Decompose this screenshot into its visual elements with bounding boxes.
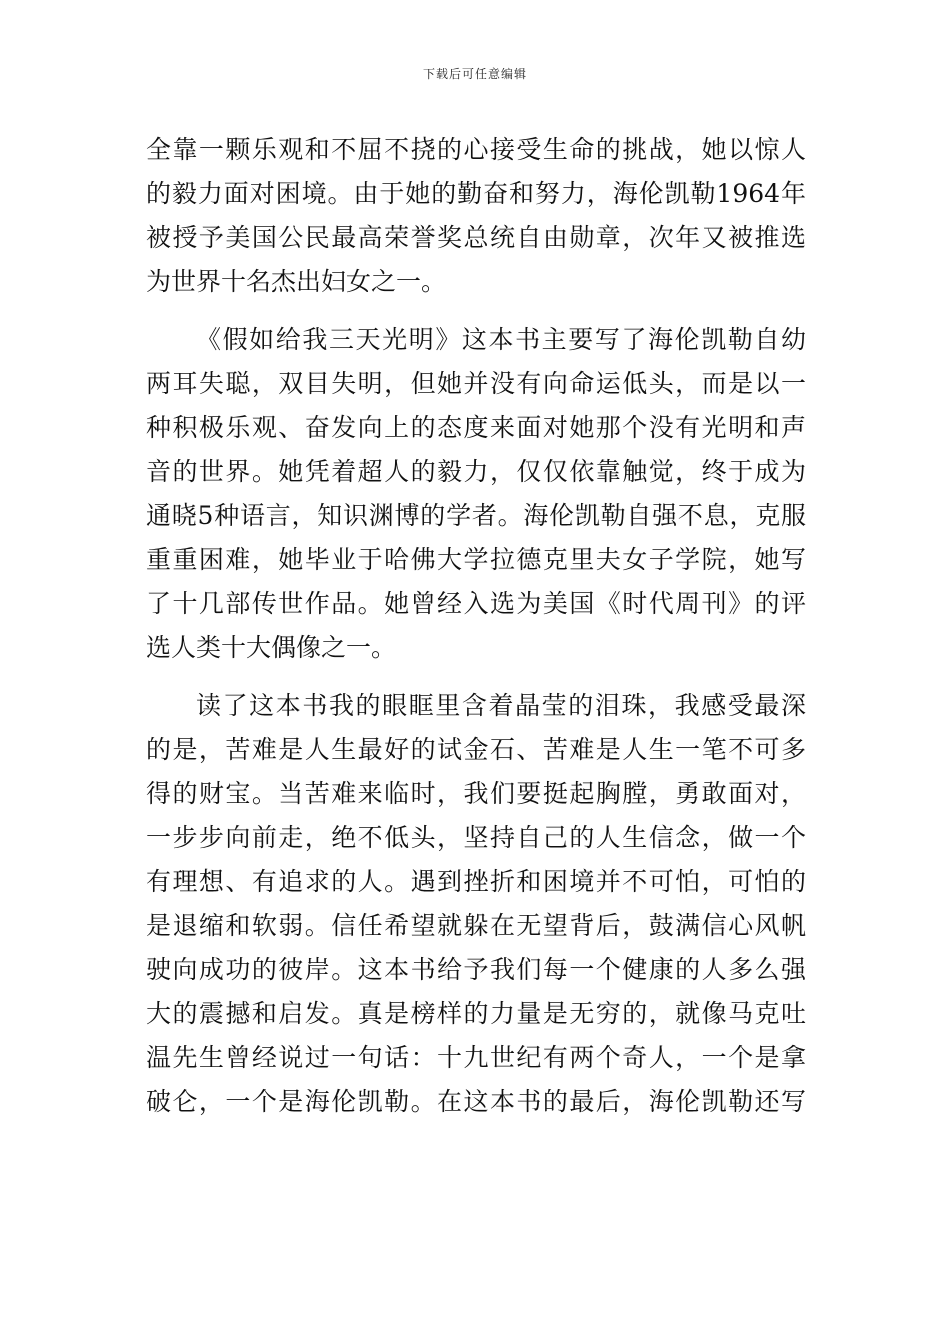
text-line: 重重困难，她毕业于哈佛大学拉德克里夫女子学院，她写 bbox=[146, 545, 806, 574]
text-line: 得的财宝。当苦难来临时，我们要挺起胸膛，勇敢面对， bbox=[146, 779, 806, 808]
text-line: 读了这本书我的眼眶里含着晶莹的泪珠，我感受最深 bbox=[196, 691, 806, 720]
text-line: 温先生曾经说过一句话：十九世纪有两个奇人，一个是拿 bbox=[146, 1043, 806, 1072]
paragraph-1 bbox=[146, 128, 806, 304]
text-line: 音的世界。她凭着超人的毅力，仅仅依靠触觉，终于成为 bbox=[146, 457, 806, 486]
text-line: 选人类十大偶像之一。 bbox=[146, 633, 397, 662]
text-line: 驶向成功的彼岸。这本书给予我们每一个健康的人多么强 bbox=[146, 955, 806, 984]
paragraph-3 bbox=[146, 684, 806, 1124]
text-line: 为世界十名杰出妇女之一。 bbox=[146, 267, 447, 296]
text-line: 破仑，一个是海伦凯勒。在这本书的最后，海伦凯勒还写 bbox=[146, 1087, 806, 1116]
document-body bbox=[146, 128, 806, 1124]
text-line: 有理想、有追求的人。遇到挫折和困境并不可怕，可怕的 bbox=[146, 867, 806, 896]
text-line: 全靠一颗乐观和不屈不挠的心接受生命的挑战，她以惊人 bbox=[146, 135, 806, 164]
page-header: 下载后可任意编辑 bbox=[422, 67, 527, 81]
text-line: 两耳失聪，双目失明，但她并没有向命运低头，而是以一 bbox=[146, 369, 806, 398]
text-line: 种积极乐观、奋发向上的态度来面对她那个没有光明和声 bbox=[146, 413, 806, 442]
text-line: 是退缩和软弱。信任希望就躲在无望背后，鼓满信心风帆 bbox=[146, 911, 806, 940]
text-line: 被授予美国公民最高荣誉奖总统自由勋章，次年又被推选 bbox=[146, 223, 806, 252]
text-line: 的毅力面对困境。由于她的勤奋和努力，海伦凯勒1964年 bbox=[146, 179, 806, 208]
paragraph-2 bbox=[146, 318, 806, 670]
text-line: 一步步向前走，绝不低头，坚持自己的人生信念，做一个 bbox=[146, 823, 806, 852]
text-line: 大的震撼和启发。真是榜样的力量是无穷的，就像马克吐 bbox=[146, 999, 806, 1028]
text-line: 了十几部传世作品。她曾经入选为美国《时代周刊》的评 bbox=[146, 589, 806, 618]
text-line: 通晓5种语言，知识渊博的学者。海伦凯勒自强不息，克服 bbox=[146, 501, 806, 530]
text-line: 《假如给我三天光明》这本书主要写了海伦凯勒自幼 bbox=[196, 325, 806, 354]
text-line: 的是，苦难是人生最好的试金石、苦难是人生一笔不可多 bbox=[146, 735, 806, 764]
